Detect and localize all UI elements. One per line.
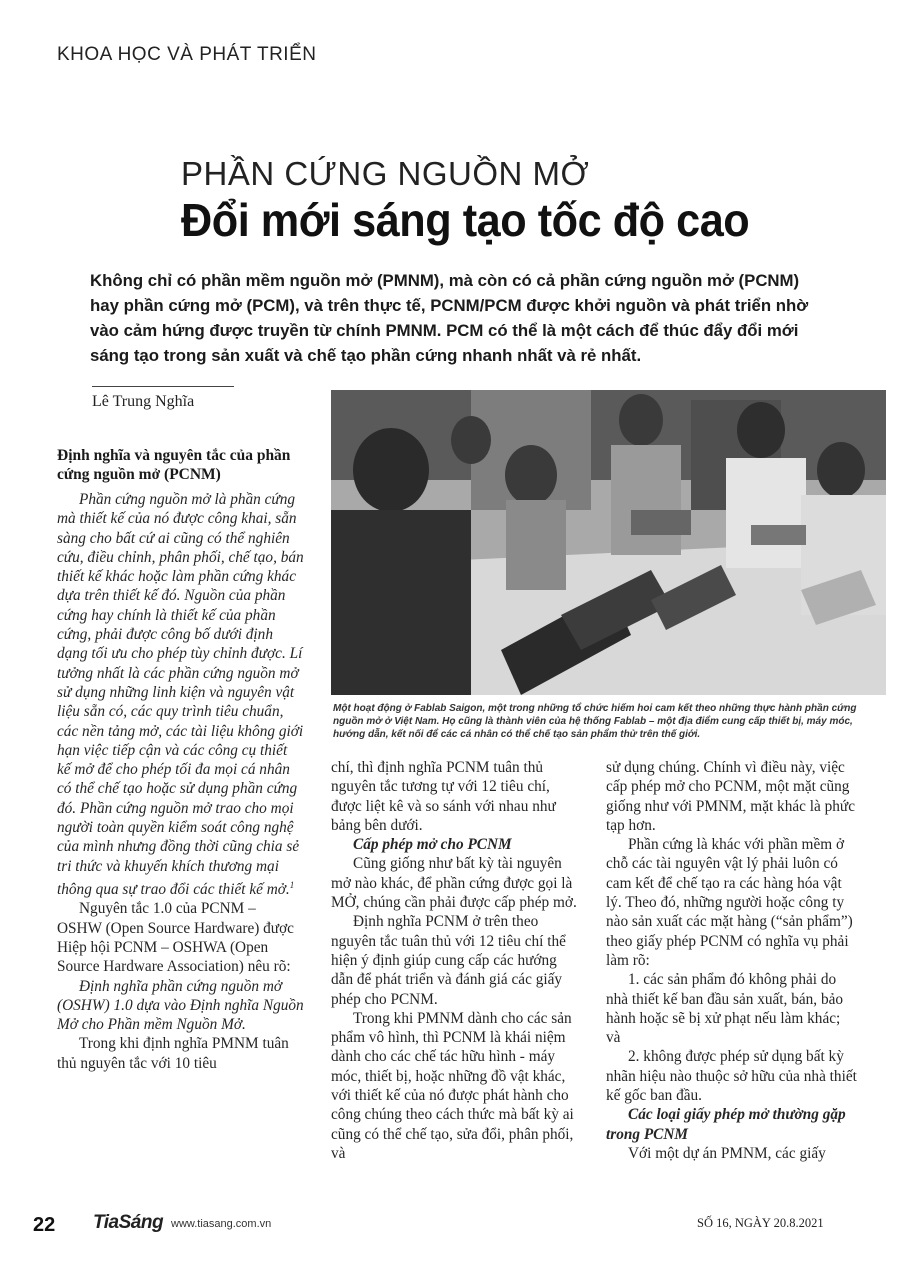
article-kicker: PHẦN CỨNG NGUỒN MỞ [181,155,590,192]
paragraph: Với một dự án PMNM, các giấy [628,1144,826,1162]
section-heading: Định nghĩa và nguyên tắc của phần cứng nguồn mở (PCNM) [57,447,291,483]
magazine-url: www.tiasang.com.vn [171,1218,272,1230]
paragraph: Trong khi PMNM dành cho các sản phẩm vô hình, thì PCNM là khái niệm dành cho các chế tác hữu hình - máy móc, thiết bị, hoặc những đồ vật khác, với thiết kế của nó được phát hành cho công chúng theo cách thức mà bất kỳ ai cũng có thể chế tạo, sửa đổi, phân phối, và [331,1009,574,1162]
article-column-3 [606,758,858,1163]
article-photo [331,390,886,695]
paragraph: Cũng giống như bất kỳ tài nguyên mở nào khác, để phần cứng được gọi là MỞ, chúng cần phải được cấp phép mở. [331,855,577,912]
issue-info: SỐ 16, NGÀY 20.8.2021 [697,1216,824,1230]
paragraph: Nguyên tắc 1.0 của PCNM – OSHW (Open Source Hardware) được Hiệp hội PCNM – OSHWA (Open Source Hardware Association) nêu rõ: [57,900,294,976]
byline-rule [92,386,234,387]
article-headline: Đổi mới sáng tạo tốc độ cao [181,194,750,246]
paragraph: Định nghĩa phần cứng nguồn mở (OSHW) 1.0 dựa vào Định nghĩa Nguồn Mở cho Phần mềm Nguồn Mở. [57,977,304,1034]
photo-illustration [331,390,886,695]
paragraph: Trong khi định nghĩa PMNM tuân thủ nguyên tắc với 10 tiêu [57,1035,289,1072]
paragraph: chí, thì định nghĩa PCNM tuân thủ nguyên tắc tương tự với 12 tiêu chí, được liệt kê và so sánh với nhau như bảng bên dưới. [331,759,556,834]
paragraph: 1. các sản phẩm đó không phải do nhà thiết kế ban đầu sản xuất, bán, bảo hành hoặc sẽ bị xử phạt nếu làm khác; và [606,971,844,1047]
paragraph: Phần cứng là khác với phần mềm ở chỗ các tài nguyên vật lý phải luôn có cam kết để chế tạo ra các hàng hóa vật lý. Theo đó, những người hoặc công ty nào sản xuất các mặt hàng (“sản phẩm”) theo giấy phép PCNM có nghĩa vụ phải làm rõ: [606,836,853,969]
subheading: Cấp phép mở cho PCNM [353,836,512,854]
author-byline: Lê Trung Nghĩa [92,393,195,410]
paragraph: 2. không được phép sử dụng bất kỳ nhãn hiệu nào thuộc sở hữu của nhà thiết kế gốc ban đầu. [606,1048,857,1105]
photo-caption: Một hoạt động ở Fablab Saigon, một trong những tổ chức hiếm hoi cam kết theo những thực hành phần cứng nguồn mở ở Việt Nam. Họ cũng là thành viên của hệ thống Fablab – một địa điểm cung cấp thiết bị, máy móc, hướng dẫn, kết nối để các cá nhân có thể chế tạo sản phẩm thử trên thế giới. [333,703,857,740]
magazine-logo: TiaSáng [93,1212,164,1233]
article-column-1 [57,446,304,1073]
paragraph: sử dụng chúng. Chính vì điều này, việc cấp phép mở cho PCNM, một mặt cũng giống như với PMNM, mặt khác là phức tạp hơn. [606,759,856,834]
section-label: KHOA HỌC VÀ PHÁT TRIỂN [57,44,317,65]
paragraph: Định nghĩa PCNM ở trên theo nguyên tắc tuân thủ với 12 tiêu chí thể hiện ý định giúp cung cấp các hướng dẫn để phát triển và đánh giá các giấy phép cho PCNM. [331,913,566,1008]
paragraph-text: Phần cứng nguồn mở là phần cứng mà thiết kế của nó được công khai, sẵn sàng cho bất cứ ai cũng có thể nghiên cứu, điều chỉnh, phân phối, chế tạo, bán thiết kế khác hoặc làm phần cứng khác dựa trên thiết kế đó. Nguồn của phần cứng hay chính là thiết kế của phần cứng, phải được công bố dưới định dạng tối ưu cho phép tùy chỉnh được. Lí tưởng nhất là các phần cứng nguồn mở sử dụng những linh kiện và nguyên vật liệu sẵn có, các quy trình tiêu chuẩn, các nền tảng mở, các tài liệu không giới hạn việc tiếp cận và các công cụ thiết kế mở để cho phép tối đa mọi cá nhân có thể chế tạo hoặc sử dụng phần cứng đó. Phần cứng nguồn mở trao cho mọi người toàn quyền kiểm soát công nghệ của mình nhưng đồng thời cũng chia sẻ tri thức và khuyến khích thương mại thông qua sự trao đổi các thiết kế mở. [57,491,304,899]
footnote-mark: 1 [289,879,295,890]
paragraph [57,490,304,899]
subheading: Các loại giấy phép mở thường gặp trong PCNM [606,1106,846,1143]
article-column-2 [331,758,581,1163]
page-number: 22 [33,1214,56,1236]
article-lede: Không chỉ có phần mềm nguồn mở (PMNM), mà còn có cả phần cứng nguồn mở (PCNM) hay phần cứng mở (PCM), và trên thực tế, PCNM/PCM được khởi nguồn và phát triển nhờ vào cảm hứng được truyền từ chính PMNM. PCM có thể là một cách để thúc đẩy đổi mới sáng tạo trong sản xuất và chế tạo phần cứng nhanh nhất và rẻ nhất. [90,271,809,365]
